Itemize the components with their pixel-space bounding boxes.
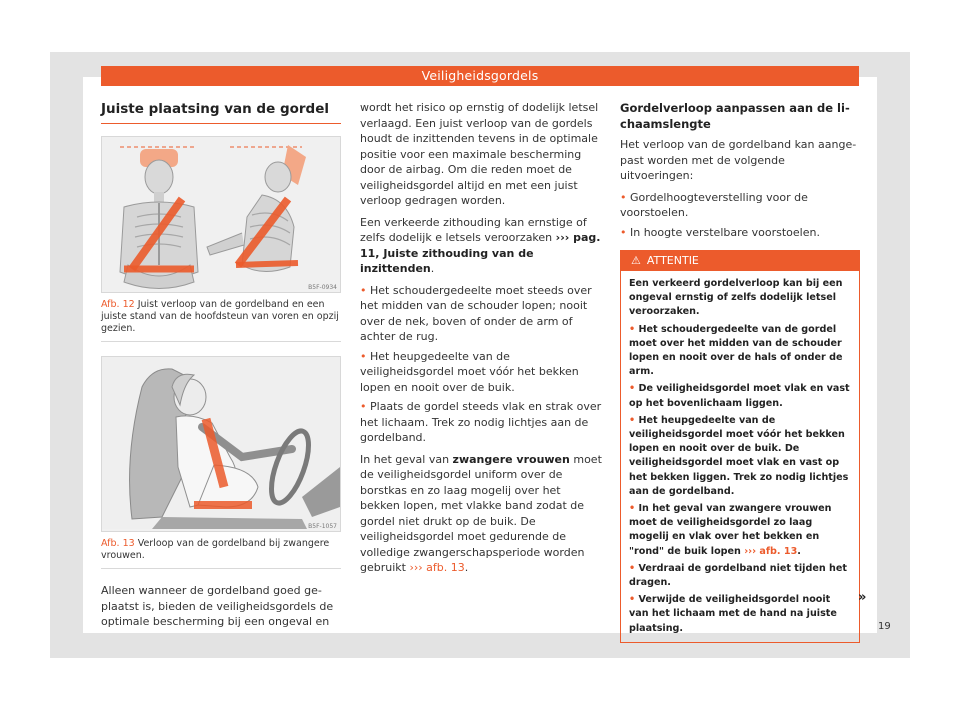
text: . — [797, 545, 801, 557]
bullet-icon: • — [360, 400, 367, 413]
column-middle — [360, 100, 602, 576]
text: Een verkeerde zithouding kan ernstige of zelfs dodelijk e letsels veroorzaken — [360, 215, 587, 244]
figure-caption — [101, 299, 341, 335]
bullet-icon: • — [629, 503, 636, 515]
column-right — [620, 100, 860, 643]
figure-belt-position — [101, 136, 341, 293]
bullet-item — [360, 399, 602, 446]
warning-triangle-icon: ⚠ — [631, 254, 641, 267]
bullet-icon: • — [629, 383, 636, 395]
bullet-text: Het heupgedeelte van de veiligheidsgordel moet vóór het bekken lopen en nooit over de buik. — [360, 349, 579, 394]
figure-caption-text: Verloop van de gordelband bij zwangere vrouwen. — [101, 538, 330, 561]
bullet-item — [360, 283, 602, 345]
subsection-title: Gordelverloop aanpassen aan de lichaamslengte — [620, 101, 850, 131]
emphasis: zwangere vrouwen — [452, 452, 570, 466]
attention-intro: Een verkeerd gordelverloop kan bij een ongeval ernstig of zelfs dodelijk letsel veroorzaken. — [629, 278, 843, 318]
bullet-icon: • — [629, 594, 636, 606]
continue-marker: » — [858, 590, 867, 605]
text: . — [464, 561, 469, 574]
text: . — [430, 262, 435, 275]
bullet-item — [360, 349, 602, 396]
attention-box — [620, 250, 860, 643]
bullet-icon: • — [629, 323, 636, 335]
page-number: 19 — [878, 621, 891, 632]
attention-header — [621, 251, 859, 271]
pregnant-driver-illustration — [102, 357, 340, 529]
text: moet de veiligheidsgordel uniform over de borstkas en zo laag mogelij over het bekken lopen, met vlakke band zodat de gordel niet drukt op de buik. De veiligheidsgordel moet gedurende de volledige zwangerschapsperiode worden gebruikt — [360, 452, 602, 574]
figure-reference-link[interactable]: ››› afb. 13 — [409, 561, 465, 574]
paragraph-pregnant — [360, 452, 602, 576]
bullet-item — [620, 225, 860, 241]
bullet-icon: • — [360, 283, 367, 297]
figure-code: B5F-0934 — [308, 284, 337, 291]
text: In het geval van — [360, 452, 453, 466]
bullet-icon: • — [629, 562, 636, 574]
attention-title: ATTENTIE — [646, 254, 699, 267]
bullet-text: Plaats de gordel steeds vlak en strak over het lichaam. Trek zo nodig lichtjes aan de gordelband. — [360, 400, 602, 444]
attention-item-text: Verdraai de gordelband niet tijden het dragen. — [629, 562, 847, 589]
reference-arrows: ››› — [555, 231, 570, 244]
figure-caption-text: Juist verloop van de gordelband en een juiste stand van de hoofdsteun van voren en opzij gezien. — [101, 299, 339, 334]
attention-body — [621, 271, 859, 642]
attention-item — [629, 502, 851, 559]
attention-item — [629, 382, 851, 410]
bullet-icon: • — [629, 414, 636, 426]
column-left — [101, 100, 341, 630]
page-reference-link[interactable]: pag. 11, Juiste zithouding van de inzittenden — [360, 231, 601, 275]
attention-item-text: In het geval van zwangere vrouwen moet de veiligheidsgordel zo laag mogelij en vlak over het bekken en "rond" de buik lopen — [629, 503, 832, 557]
paragraph: Alleen wanneer de gordelband goed geplaatst is, bieden de veiligheidsgordels de optimale bescherming bij een ongeval en — [101, 584, 334, 628]
figure-label: Afb. 12 — [101, 299, 135, 310]
attention-item-text: Het schoudergedeelte van de gordel moet over het midden van de schouder lopen en nooit over de hals of onder de arm. — [629, 323, 843, 378]
bullet-item — [620, 190, 860, 221]
bullet-text: In hoogte verstelbare voorstoelen. — [630, 225, 820, 239]
figure-caption — [101, 538, 341, 562]
chapter-header: Veiligheidsgordels — [101, 66, 859, 86]
attention-item — [629, 593, 851, 636]
divider — [101, 341, 341, 342]
attention-item — [629, 414, 851, 499]
belt-front-side-illustration — [102, 137, 340, 290]
attention-item-text: Verwijde de veiligheidsgordel nooit van het lichaam met de hand na juiste plaatsing. — [629, 594, 837, 634]
attention-item-text: Het heupgedeelte van de veiligheidsgordel moet vóór het bekken lopen en nooit over de buik. De veiligheidsgordel moet vlak en vast op het bekken liggen. Trek zo nodig lichtjes aan de gordelband. — [629, 414, 849, 497]
paragraph-with-reference — [360, 215, 602, 277]
bullet-icon: • — [360, 349, 367, 363]
bullet-icon: • — [620, 190, 627, 204]
attention-item-text: De veiligheidsgordel moet vlak en vast op het bovenlichaam liggen. — [629, 383, 850, 409]
bullet-text: Het schoudergedeelte moet steeds over het midden van de schouder lopen; nooit over de nek, boven of onder de arm of achter de rug. — [360, 283, 592, 343]
paragraph: wordt het risico op ernstig of dodelijk letsel verlaagd. Een juist verloop van de gordels houdt de inzittenden tevens in de optimale positie voor een maximale bescherming door de airbag. Om die reden moet de veiligheidsgordel altijd en met een juist verloop gedragen worden. — [360, 101, 599, 207]
figure-pregnant-belt — [101, 356, 341, 532]
attention-item — [629, 323, 851, 380]
bullet-icon: • — [620, 225, 627, 239]
paragraph: Het verloop van de gordelband kan aangepast worden met de volgende uitvoeringen: — [620, 138, 857, 182]
section-title: Juiste plaatsing van de gordel — [101, 101, 341, 124]
figure-reference-link[interactable]: ››› afb. 13 — [744, 545, 798, 557]
bullet-text: Gordelhoogteverstelling voor de voorstoelen. — [620, 190, 808, 219]
figure-label: Afb. 13 — [101, 538, 135, 549]
attention-item — [629, 562, 851, 590]
figure-code: B5F-1057 — [308, 523, 337, 530]
divider — [101, 568, 341, 569]
